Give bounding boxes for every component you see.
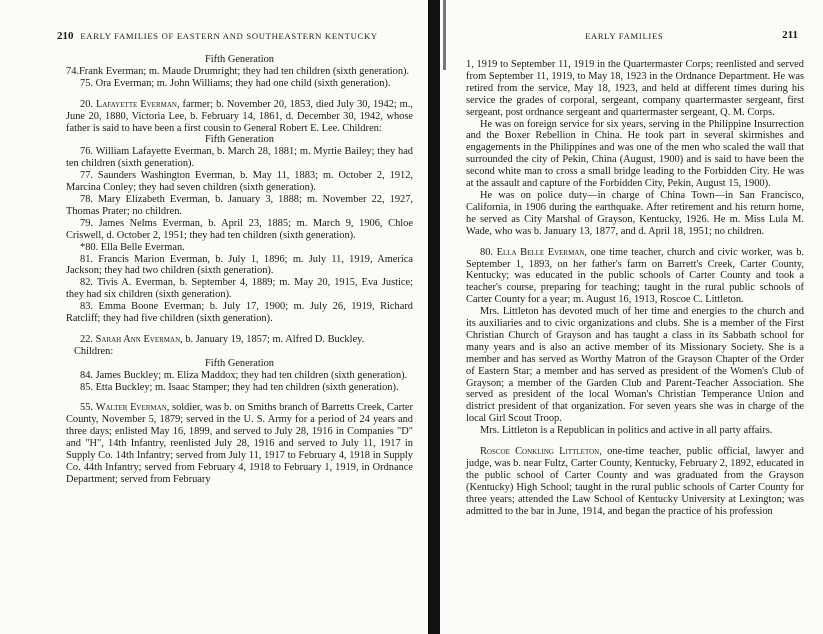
entry-85: 85. Etta Buckley; m. Isaac Stamper; they had ten children (sixth generation). [80,381,399,393]
entry-name: Lafayette Everman, [95,98,180,110]
entry-text: soldier, was b. on Smiths branch of Barretts Creek, Carter County, November 5, 1879; served in the U. S. Army for a period of 24 years and three days; enlisted May 16, 1899, and served to July 28, 1916 in Companies "D" and "H", 14th Infantry, reenlisted July 28, 1916 and served to July 11, 1917 in Supply Co. 14th Infantry; served from July 11, 1917 to February 4, 1918 in Supply Co. 44th Infantry; served from February 4, 1918 to February 1, 1919, in Ordnance Department; served from February [66,402,413,485]
generation-heading: Fifth Generation [205,134,274,146]
left-page-body [66,54,413,486]
left-running-head: EARLY FAMILIES OF EASTERN AND SOUTHEASTERN KENTUCKY [80,31,378,41]
paragraph-civic-work: Mrs. Littleton has devoted much of her time and energies to the church and its auxiliaries and to civic organizations and clubs. She is a member of the First Christian Church of Grayson and has taught a class in its Sabbath school for many years and is also an active member of its Missionary Society. She is a member and has served as Worthy Matron of the Grayson Chapter of the Order of Eastern Star; a member and has served as president of the Women's Club of Grayson; a member of the Garden Club and Parent-Teacher Association. She served as president of the local Woman's Christian Temperance Union and district president of that organization. For seven years she was in charge of the local Girl Scout Troop. [466,306,804,425]
entry-name: Roscoe Conkling Littleton, [480,446,602,458]
entry-number: 55. [80,402,93,414]
entry-name: Ella Belle Everman, [496,246,588,258]
left-page-header [57,30,426,42]
entry-74: 74.Frank Everman; m. Maude Drumright; they had ten children (sixth generation). [66,65,410,77]
right-page-number: 211 [782,29,798,41]
book-gutter [428,0,440,634]
entry-name: Walter Everman, [95,402,170,414]
right-page [440,0,823,634]
entry-number: 22. [80,333,93,345]
entry-text: one time teacher, church and civic worker, was b. September 1, 1893, on her father's farm on Barrett's Creek, Carter County, Kentucky; was educated in the public schools of Carter County and took a teacher's course, preparing for teaching; taught in the rural public schools of Carter County for a year; m. August 16, 1913, Roscoe C. Littleton. [466,246,804,306]
entry-text: farmer; b. November 20, 1853, died July 30, 1942; m., June 20, 1880, Victoria Lee, b. February 14, 1861, d. December 30, 1942, whose father is said to have been a first cousin to General Robert E. Lee. Children: [66,98,413,134]
children-label: Children: [74,345,114,357]
entry-name: Sarah Ann Everman, [95,333,183,345]
paragraph-foreign-service: He was on foreign service for six years, serving in the Philippine Insurrection and the Boxer Rebellion in China. He took part in several skirmishes and engagements in the Philippines and was one of the men who scaled the wall that surrounded the city of Pekin, China (August, 1900) and is said to have been the second white man to cross a small bridge leading to the Forbidden City. He was at the assault and capture of the Forbidden City, Pekin, August 15, 1900). [466,118,804,190]
page-edge-mark [443,0,446,70]
entry-20 [66,99,413,135]
entry-83: 83. Emma Boone Everman; b. July 17, 1900; m. July 26, 1919, Richard Ratcliff; they had five children (sixth generation). [66,301,413,325]
entry-80 [466,247,804,307]
generation-heading: Fifth Generation [205,357,274,369]
left-page-number: 210 [57,30,74,42]
right-running-head: EARLY FAMILIES [585,31,664,41]
entry-84: 84. James Buckley; m. Eliza Maddox; they had ten children (sixth generation). [80,369,408,381]
entry-79: 79. James Nelms Everman, b. April 23, 1885; m. March 9, 1906, Chloe Criswell, d. October 2, 1951; they had ten children (sixth generation). [66,217,413,241]
paragraph-police-duty: He was on police duty—in charge of China Town—in San Francisco, California, in 1906 during the earthquake. After retirement and his return home, he served as City Marshal of Grayson, Kentucky, 1926. He m. Miss Lula M. Wade, who was b. January 13, 1877, and d. April 18, 1951; no children. [466,189,804,237]
entry-number: 80. [480,246,493,258]
entry-75: 75. Ora Everman; m. John Williams; they had one child (sixth generation). [80,77,391,89]
entry-55 [66,402,413,485]
generation-heading: Fifth Generation [205,54,274,65]
entry-text: b. January 19, 1857; m. Alfred D. Buckley. [185,333,365,345]
entry-76: 76. William Lafayette Everman, b. March 28, 1881; m. Myrtie Bailey; they had ten children (sixth generation). [66,146,413,170]
entry-81: 81. Francis Marion Everman, b. July 1, 1896; m. July 11, 1919, America Jackson; they had two children (sixth generation). [66,253,413,277]
right-page-body [466,59,804,518]
paragraph-continuation: 1, 1919 to September 11, 1919 in the Quartermaster Corps; reenlisted and served from September 11, 1919, to May 18, 1923 in the Ordnance Department. He was retired from the service, May 18, 1923, and held at different times during his service the grades of corporal, sergeant, company quartermaster sergeant, first sergeant, post ordnance sergeant and quartermaster sergeant, Q. M. Corps. [466,59,804,118]
entry-text: one-time teacher, public official, lawyer and judge, was b. near Fultz, Carter County, Kentucky, February 2, 1892, educated in the public school of Carter County and was graduated from the Grayson (Kentucky) High School; taught in the rural public schools of Carter County for three years; attended the Law School of Kentucky University at Lexington; was admitted to the bar in June, 1914, and began the practice of his profession [466,446,804,517]
entry-22 [66,334,413,346]
paragraph-politics: Mrs. Littleton is a Republican in politics and active in all party affairs. [480,425,773,437]
entry-number: 20. [80,98,93,110]
entry-78: 78. Mary Elizabeth Everman, b. January 3, 1888; m. November 22, 1927, Thomas Prater; no children. [66,193,413,217]
entry-roscoe-littleton [466,446,804,517]
entry-80-ref: *80. Ella Belle Everman. [80,241,185,253]
entry-77: 77. Saunders Washington Everman, b. May 11, 1883; m. October 2, 1912, Marcina Conley; they had seven children (sixth generation). [66,170,413,194]
entry-82: 82. Tivis A. Everman, b. September 4, 1889; m. May 20, 1915, Eva Justice; they had six children (sixth generation). [66,277,413,301]
